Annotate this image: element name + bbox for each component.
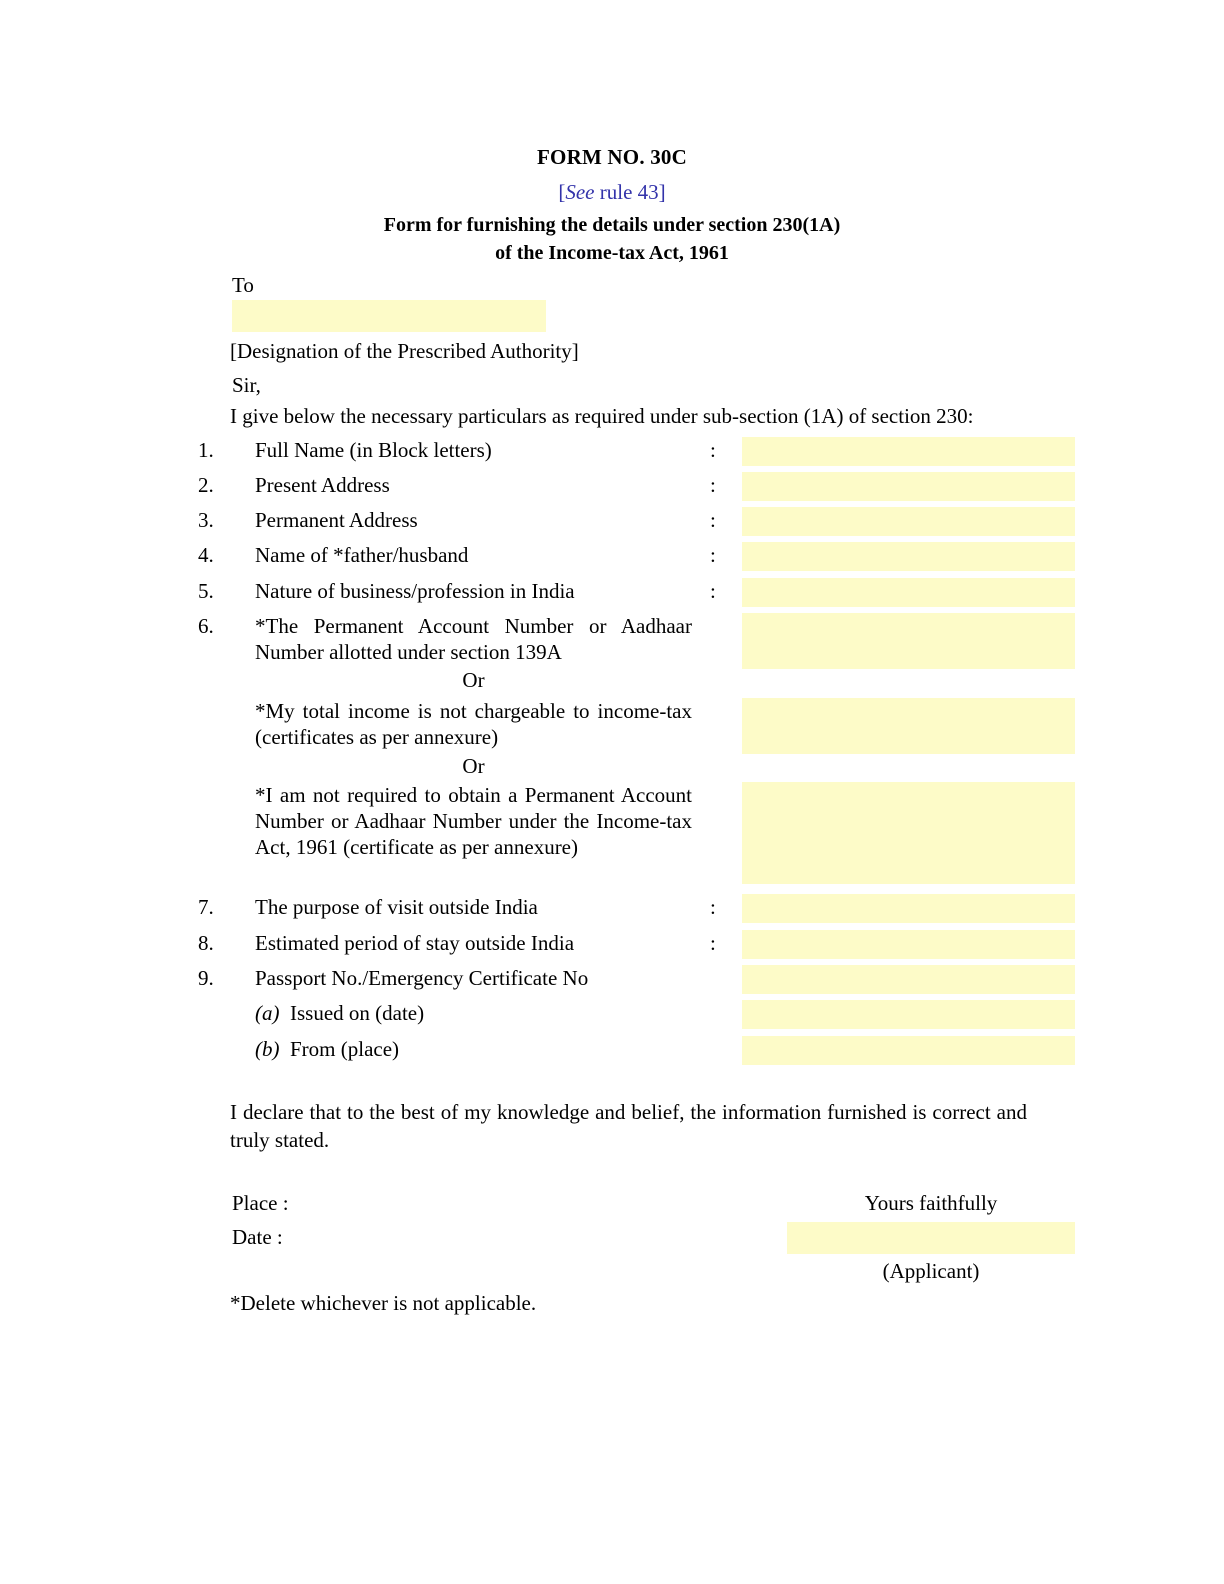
item-number: 3. bbox=[198, 508, 214, 532]
authority-input[interactable] bbox=[232, 300, 546, 332]
item-colon: : bbox=[710, 438, 716, 462]
item-colon: : bbox=[710, 508, 716, 532]
issued-on-date-input[interactable] bbox=[742, 1000, 1075, 1029]
father-husband-name-input[interactable] bbox=[742, 542, 1075, 571]
item-number: 7. bbox=[198, 895, 214, 919]
sub-item-b bbox=[255, 1036, 399, 1062]
item-label-option-no-pan: *I am not required to obtain a Permanent Account Number or Aadhaar Number under the Income-tax Act, 1961 (certificate as per annexure) bbox=[255, 783, 692, 859]
item-label: Full Name (in Block letters) bbox=[255, 438, 492, 462]
statement-label: I give below the necessary particulars as required under sub-section (1A) of section 230: bbox=[230, 404, 974, 428]
yours-faithfully-label: Yours faithfully bbox=[864, 1191, 998, 1215]
footnote-text: *Delete whichever is not applicable. bbox=[230, 1291, 537, 1315]
item-number: 4. bbox=[198, 543, 214, 567]
item-label: Permanent Address bbox=[255, 508, 418, 532]
item-label: Passport No./Emergency Certificate No bbox=[255, 966, 589, 990]
passport-number-input[interactable] bbox=[742, 965, 1075, 994]
date-label: Date : bbox=[232, 1225, 283, 1249]
item-number: 8. bbox=[198, 931, 214, 955]
sub-item-label: From (place) bbox=[290, 1037, 400, 1061]
item-number: 5. bbox=[198, 579, 214, 603]
item-label-option-pan: *The Permanent Account Number or Aadhaar Number allotted under section 139A bbox=[255, 614, 692, 664]
no-pan-required-input[interactable] bbox=[742, 782, 1075, 884]
item-colon: : bbox=[710, 543, 716, 567]
item-colon: : bbox=[710, 931, 716, 955]
item-label: Present Address bbox=[255, 473, 390, 497]
item-colon: : bbox=[710, 579, 716, 603]
rule-reference bbox=[0, 180, 1224, 205]
item-label: The purpose of visit outside India bbox=[255, 895, 538, 919]
or-separator-1: Or bbox=[462, 668, 485, 692]
to-label: To bbox=[232, 273, 254, 297]
salutation-label: Sir, bbox=[232, 373, 261, 397]
issued-from-place-input[interactable] bbox=[742, 1036, 1075, 1065]
item-label-option-income: *My total income is not chargeable to income-tax (certificates as per annexure) bbox=[255, 699, 692, 749]
designation-label: [Designation of the Prescribed Authority] bbox=[230, 339, 579, 363]
rule-reference-rest: rule 43] bbox=[594, 180, 666, 204]
applicant-caption: (Applicant) bbox=[882, 1259, 980, 1283]
page-title: FORM NO. 30C bbox=[537, 145, 687, 169]
item-label: Estimated period of stay outside India bbox=[255, 931, 575, 955]
total-income-input[interactable] bbox=[742, 698, 1075, 754]
declaration-text: I declare that to the best of my knowledge and belief, the information furnished is correct and truly stated. bbox=[230, 1100, 1027, 1152]
item-label: Nature of business/profession in India bbox=[255, 579, 575, 603]
sub-item-a bbox=[255, 1000, 424, 1026]
rule-reference-see: See bbox=[565, 180, 595, 204]
item-colon: : bbox=[710, 473, 716, 497]
item-label: Name of *father/husband bbox=[255, 543, 469, 567]
sub-item-alpha: (b) bbox=[255, 1037, 280, 1061]
item-number: 9. bbox=[198, 966, 214, 990]
present-address-input[interactable] bbox=[742, 472, 1075, 501]
business-profession-input[interactable] bbox=[742, 578, 1075, 607]
form-subtitle-line1: Form for furnishing the details under section 230(1A) bbox=[383, 214, 841, 236]
pan-aadhaar-input[interactable] bbox=[742, 613, 1075, 669]
sub-item-label: Issued on (date) bbox=[290, 1001, 425, 1025]
full-name-input[interactable] bbox=[742, 437, 1075, 466]
applicant-signature-input[interactable] bbox=[787, 1222, 1075, 1254]
place-label: Place : bbox=[232, 1191, 289, 1215]
or-separator-2: Or bbox=[462, 754, 485, 778]
purpose-of-visit-input[interactable] bbox=[742, 894, 1075, 923]
rule-reference-open: [ bbox=[558, 180, 566, 204]
estimated-period-input[interactable] bbox=[742, 930, 1075, 959]
item-number: 1. bbox=[198, 438, 214, 462]
permanent-address-input[interactable] bbox=[742, 507, 1075, 536]
sub-item-alpha: (a) bbox=[255, 1001, 280, 1025]
form-subtitle-line2: of the Income-tax Act, 1961 bbox=[495, 242, 729, 264]
item-number: 6. bbox=[198, 614, 214, 638]
item-colon: : bbox=[710, 895, 716, 919]
item-number: 2. bbox=[198, 473, 214, 497]
